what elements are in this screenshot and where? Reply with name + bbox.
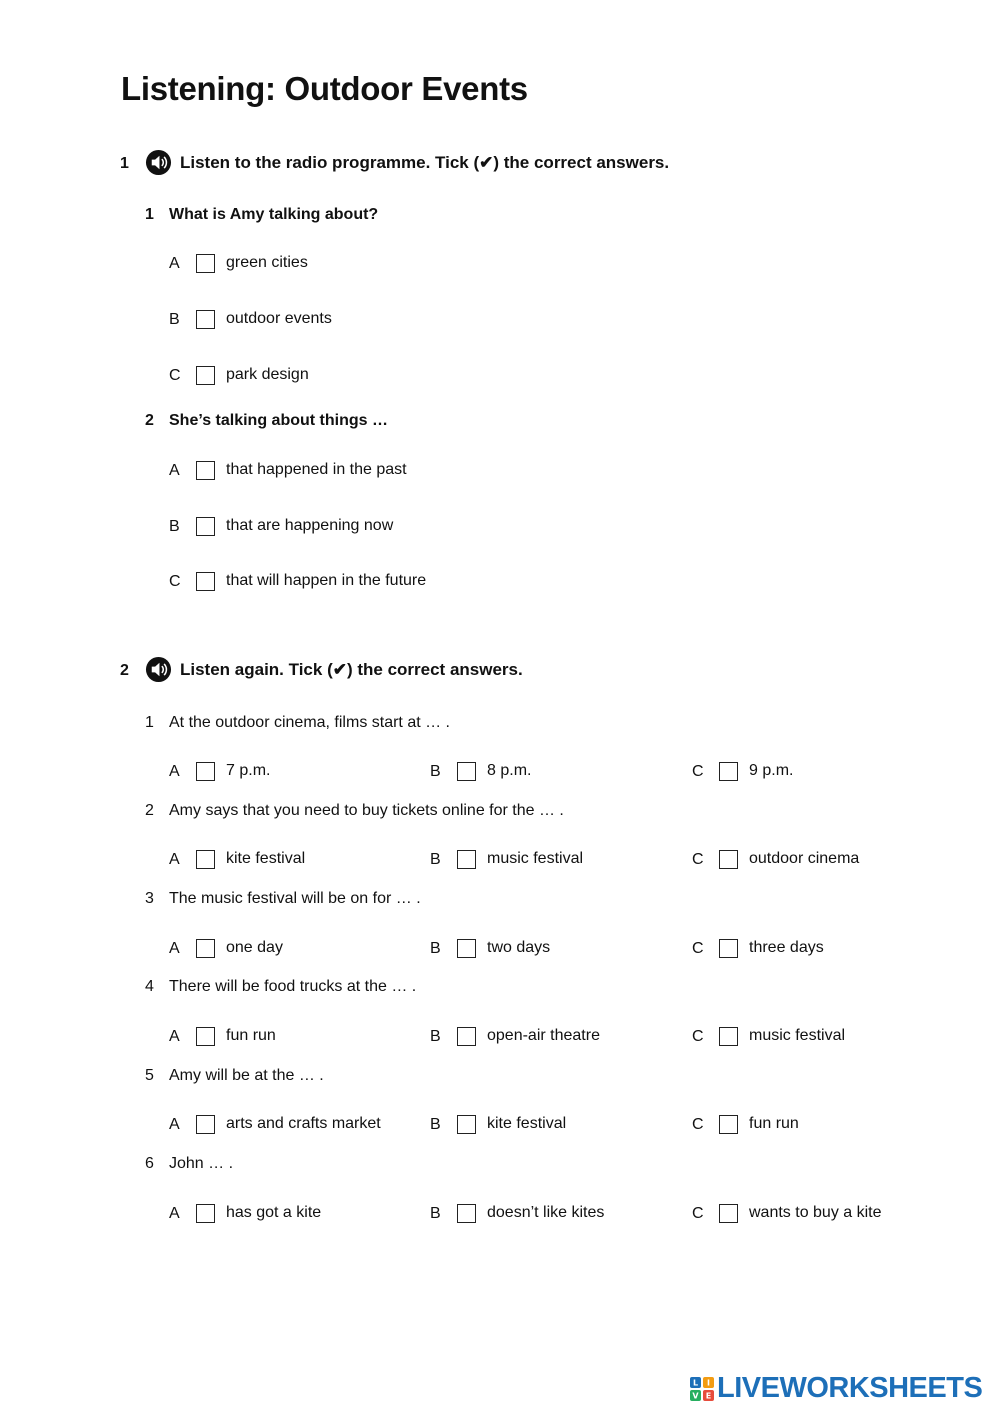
option-text: park design [226, 366, 309, 383]
tick-box[interactable] [457, 1115, 476, 1134]
answer-option [169, 516, 429, 542]
option-letter: C [692, 1028, 704, 1045]
option-letter: B [430, 851, 441, 868]
exercise-number: 1 [120, 155, 129, 172]
question [0, 890, 999, 914]
answer-option [169, 1026, 429, 1052]
option-text: that will happen in the future [226, 572, 427, 589]
option-text: wants to buy a kite [749, 1204, 882, 1221]
tick-box[interactable] [196, 572, 215, 591]
option-text: kite festival [226, 850, 306, 867]
answer-option [169, 849, 429, 875]
tick-box[interactable] [719, 939, 738, 958]
answer-option [692, 1203, 952, 1229]
option-letter: A [169, 763, 180, 780]
question-number: 6 [145, 1155, 154, 1172]
option-text: arts and crafts market [226, 1115, 381, 1132]
answer-option [169, 309, 429, 335]
question [0, 206, 999, 230]
answer-option [169, 761, 429, 787]
svg-text:V: V [692, 1391, 699, 1401]
question [0, 714, 999, 738]
option-text: 8 p.m. [487, 762, 532, 779]
question [0, 802, 999, 826]
option-text: fun run [226, 1027, 276, 1044]
answer-option [169, 1114, 429, 1140]
exercise-2-header [0, 656, 999, 686]
tick-box[interactable] [457, 1204, 476, 1223]
option-letter: C [692, 851, 704, 868]
tick-box[interactable] [196, 1204, 215, 1223]
tick-box[interactable] [196, 939, 215, 958]
tick-box[interactable] [196, 517, 215, 536]
question [0, 978, 999, 1002]
exercise-1-header [0, 149, 999, 179]
answer-option [430, 849, 690, 875]
option-text: green cities [226, 254, 308, 271]
option-text: doesn’t like kites [487, 1204, 605, 1221]
exercise-number: 2 [120, 662, 129, 679]
liveworksheets-logo[interactable] [690, 1372, 990, 1404]
answer-option [692, 938, 952, 964]
tick-box[interactable] [196, 762, 215, 781]
option-letter: B [169, 518, 180, 535]
option-text: two days [487, 939, 551, 956]
answer-option [692, 761, 952, 787]
tick-box[interactable] [457, 762, 476, 781]
answer-option [169, 938, 429, 964]
question-text: Amy will be at the … . [169, 1067, 324, 1084]
tick-box[interactable] [719, 1204, 738, 1223]
option-letter: A [169, 940, 180, 957]
question-text: John … . [169, 1155, 234, 1172]
question-text: Amy says that you need to buy tickets online for the … . [169, 802, 564, 819]
option-text: one day [226, 939, 283, 956]
exercise-instruction: Listen to the radio programme. Tick (✔) the correct answers. [180, 153, 670, 172]
tick-box[interactable] [719, 1115, 738, 1134]
option-text: that are happening now [226, 517, 394, 534]
question-number: 1 [145, 714, 154, 731]
speaker-icon[interactable] [145, 149, 172, 176]
question-text: The music festival will be on for … . [169, 890, 421, 907]
option-letter: C [169, 367, 181, 384]
option-letter: C [692, 940, 704, 957]
option-letter: A [169, 1116, 180, 1133]
question-number: 4 [145, 978, 154, 995]
question-number: 3 [145, 890, 154, 907]
option-letter: C [692, 1205, 704, 1222]
option-text: music festival [487, 850, 584, 867]
option-letter: A [169, 255, 180, 272]
question-text: What is Amy talking about? [169, 206, 379, 223]
tick-box[interactable] [457, 1027, 476, 1046]
answer-option [430, 938, 690, 964]
option-text: 7 p.m. [226, 762, 271, 779]
option-letter: B [430, 1116, 441, 1133]
answer-option [692, 1114, 952, 1140]
option-letter: B [430, 1205, 441, 1222]
svg-text:E: E [705, 1391, 712, 1401]
option-text: that happened in the past [226, 461, 407, 478]
option-letter: C [169, 573, 181, 590]
option-text: has got a kite [226, 1204, 322, 1221]
liveworksheets-logo-icon [690, 1377, 714, 1401]
svg-text:L: L [692, 1378, 699, 1388]
question-number: 5 [145, 1067, 154, 1084]
option-text: outdoor cinema [749, 850, 860, 867]
option-letter: B [430, 763, 441, 780]
question [0, 1067, 999, 1091]
option-text: fun run [749, 1115, 799, 1132]
speaker-icon[interactable] [145, 656, 172, 683]
option-letter: A [169, 851, 180, 868]
tick-box[interactable] [196, 850, 215, 869]
option-text: music festival [749, 1027, 846, 1044]
option-letter: B [430, 1028, 441, 1045]
tick-box[interactable] [196, 461, 215, 480]
exercise-instruction: Listen again. Tick (✔) the correct answers. [180, 660, 523, 679]
option-letter: B [169, 311, 180, 328]
option-text: outdoor events [226, 310, 332, 327]
answer-option [169, 253, 429, 279]
tick-box[interactable] [719, 762, 738, 781]
page-title: Listening: Outdoor Events [121, 70, 528, 107]
question-text: At the outdoor cinema, films start at … . [169, 714, 450, 731]
answer-option [169, 1203, 429, 1229]
option-text: kite festival [487, 1115, 567, 1132]
answer-option [169, 460, 429, 486]
tick-box[interactable] [196, 254, 215, 273]
tick-box[interactable] [196, 366, 215, 385]
liveworksheets-logo-text: LIVEWORKSHEETS [717, 1372, 983, 1404]
tick-box[interactable] [196, 310, 215, 329]
option-text: three days [749, 939, 824, 956]
option-letter: B [430, 940, 441, 957]
answer-option [430, 1026, 690, 1052]
tick-box[interactable] [457, 939, 476, 958]
option-text: open-air theatre [487, 1027, 600, 1044]
tick-box[interactable] [719, 850, 738, 869]
option-letter: A [169, 1205, 180, 1222]
option-letter: A [169, 462, 180, 479]
tick-box[interactable] [719, 1027, 738, 1046]
tick-box[interactable] [196, 1027, 215, 1046]
answer-option [430, 1114, 690, 1140]
tick-box[interactable] [196, 1115, 215, 1134]
question-number: 2 [145, 412, 154, 429]
answer-option [430, 761, 690, 787]
option-text: 9 p.m. [749, 762, 794, 779]
option-letter: A [169, 1028, 180, 1045]
option-letter: C [692, 1116, 704, 1133]
question-text: She’s talking about things … [169, 412, 388, 429]
question [0, 412, 999, 436]
question-number: 2 [145, 802, 154, 819]
answer-option [169, 365, 429, 391]
option-letter: C [692, 763, 704, 780]
tick-box[interactable] [457, 850, 476, 869]
svg-text:I: I [707, 1378, 710, 1388]
question [0, 1155, 999, 1179]
answer-option [169, 571, 429, 597]
answer-option [692, 1026, 952, 1052]
question-text: There will be food trucks at the … . [169, 978, 417, 995]
answer-option [692, 849, 952, 875]
question-number: 1 [145, 206, 154, 223]
answer-option [430, 1203, 690, 1229]
